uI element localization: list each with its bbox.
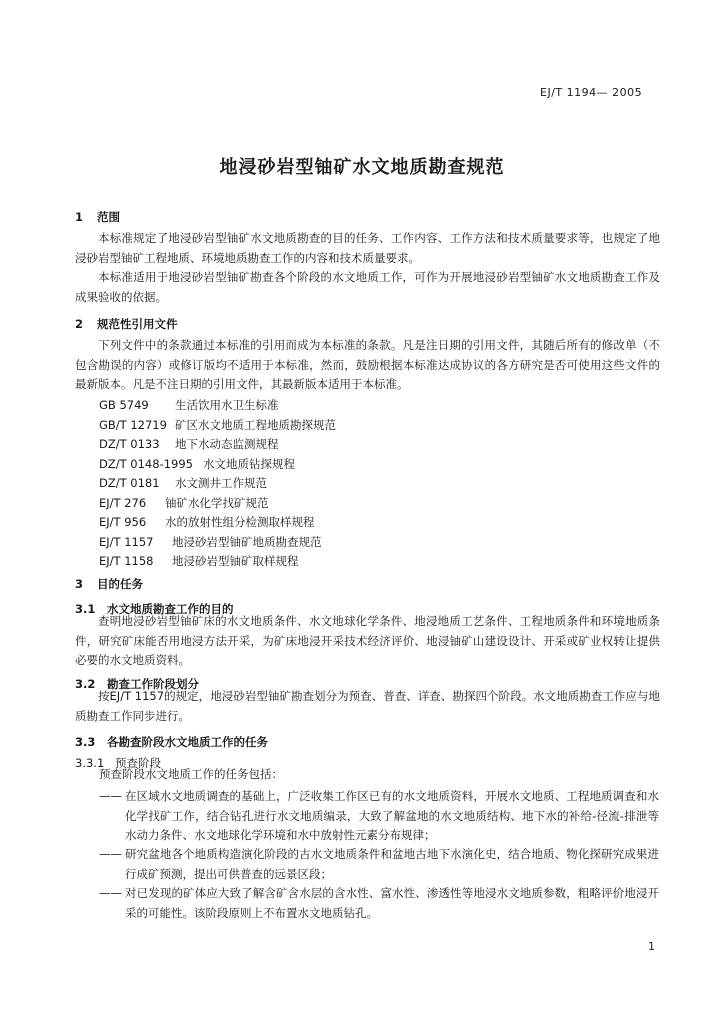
reference-code: GB 5749	[99, 398, 149, 412]
reference-name: 水文地质钻探规程	[203, 457, 295, 471]
section-number: 1	[75, 210, 84, 224]
stage-intro: 预查阶段水文地质工作的任务包括：	[99, 767, 283, 781]
subsection-3-1-paragraph: 查明地浸砂岩型铀矿床的水文地质条件、水文地球化学条件、地浸地质工艺条件、工程地质条件和环境地质条件，研究矿床能否用地浸方法开采，为矿床地浸开采技术经济评价、地浸铀矿山建设设计、开采或矿业权转让提供必要的水文地质资料。	[75, 614, 660, 667]
dash-marker: ——	[99, 789, 122, 803]
reference-item	[99, 514, 315, 530]
subsection-number: 3.2	[75, 677, 96, 691]
subsection-number: 3.3.1	[75, 756, 105, 770]
section-3-heading	[75, 576, 143, 592]
reference-item	[99, 417, 336, 433]
reference-item	[99, 534, 322, 550]
section-2-heading	[75, 316, 178, 332]
reference-code: DZ/T 0148-1995	[99, 457, 193, 471]
subsection-number: 3.3	[75, 735, 96, 749]
section-1-paragraph-1: 本标准规定了地浸砂岩型铀矿水文地质勘查的目的任务、工作内容、工作方法和技术质量要求等，也规定了地浸砂岩型铀矿工程地质、环境地质勘查工作的内容和技术质量要求。	[75, 231, 660, 265]
reference-name: 地下水动态监测规程	[175, 437, 279, 451]
standard-code: EJ/T 1194— 2005	[540, 86, 643, 99]
reference-item	[99, 456, 295, 472]
reference-code: DZ/T 0181	[99, 476, 160, 490]
reference-name: 铀矿水化学找矿规范	[165, 496, 269, 510]
reference-item	[99, 397, 279, 413]
reference-name: 地浸砂岩型铀矿取样规程	[172, 554, 299, 568]
reference-name: 矿区水文地质工程地质勘探规范	[175, 418, 336, 432]
reference-item	[99, 495, 269, 511]
dash-marker: ——	[99, 847, 122, 861]
section-number: 2	[75, 317, 84, 331]
subsection-title: 预查阶段	[115, 756, 161, 770]
task-list-item	[99, 845, 659, 884]
reference-code: EJ/T 1157	[99, 535, 154, 549]
subsection-3-3-heading	[75, 734, 268, 750]
task-text: 研究盆地各个地质构造演化阶段的古水文地质条件和盆地古地下水演化史，结合地质、物化探研究成果进行成矿预测，提出可供普查的远景区段；	[125, 847, 659, 881]
reference-name: 地浸砂岩型铀矿地质勘查规范	[172, 535, 322, 549]
page-number: 1	[648, 940, 655, 953]
section-number: 3	[75, 577, 84, 591]
subsection-title: 勘查工作阶段划分	[107, 677, 199, 691]
document-title: 地浸砂岩型铀矿水文地质勘查规范	[219, 157, 505, 178]
reference-name: 水文测井工作规范	[175, 476, 267, 490]
section-1-heading	[75, 209, 120, 225]
subsection-number: 3.1	[75, 602, 96, 616]
reference-name: 生活饮用水卫生标准	[175, 398, 279, 412]
reference-code: EJ/T 276	[99, 496, 147, 510]
section-title: 目的任务	[97, 577, 143, 591]
dash-marker: ——	[99, 886, 122, 900]
reference-item	[99, 436, 279, 452]
subsection-3-2-paragraph: 按EJ/T 1157的规定，地浸砂岩型铀矿勘查划分为预查、普查、详查、勘探四个阶段。水文地质勘查工作应与地质勘查工作同步进行。	[75, 689, 660, 723]
reference-code: EJ/T 1158	[99, 554, 154, 568]
section-title: 范围	[97, 210, 120, 224]
task-list-item	[99, 884, 659, 923]
reference-code: DZ/T 0133	[99, 437, 160, 451]
reference-item	[99, 553, 299, 569]
task-list-item	[99, 787, 659, 846]
reference-code: GB/T 12719	[99, 418, 167, 432]
subsection-title: 水文地质勘查工作的目的	[107, 602, 234, 616]
task-text: 在区域水文地质调查的基础上，广泛收集工作区已有的水文地质资料，开展水文地质、工程地质调查和水化学找矿工作，结合钻孔进行水文地质编录，大致了解盆地的水文地质结构、地下水的补给-径流-排泄等水动力条件、水文地球化学环境和水中放射性元素分布规律；	[125, 789, 659, 842]
section-1-paragraph-2: 本标准适用于地浸砂岩型铀矿勘查各个阶段的水文地质工作，可作为开展地浸砂岩型铀矿水文地质勘查工作及成果验收的依据。	[75, 270, 660, 304]
section-title: 规范性引用文件	[97, 317, 178, 331]
section-2-paragraph-1: 下列文件中的条款通过本标准的引用而成为本标准的条款。凡是注日期的引用文件，其随后所有的修改单（不包含勘误的内容）或修订版均不适用于本标准，然而，鼓励根据本标准达成协议的各方研究是否可使用这些文件的最新版本。凡是不注日期的引用文件，其最新版本适用于本标准。	[75, 338, 660, 391]
subsection-title: 各勘查阶段水文地质工作的任务	[107, 735, 268, 749]
task-text: 对已发现的矿体应大致了解含矿含水层的含水性、富水性、渗透性等地浸水文地质参数，粗略评价地浸开采的可能性。该阶段原则上不布置水文地质钻孔。	[125, 886, 659, 920]
reference-name: 水的放射性组分检测取样规程	[165, 515, 315, 529]
reference-item	[99, 475, 267, 491]
reference-code: EJ/T 956	[99, 515, 147, 529]
